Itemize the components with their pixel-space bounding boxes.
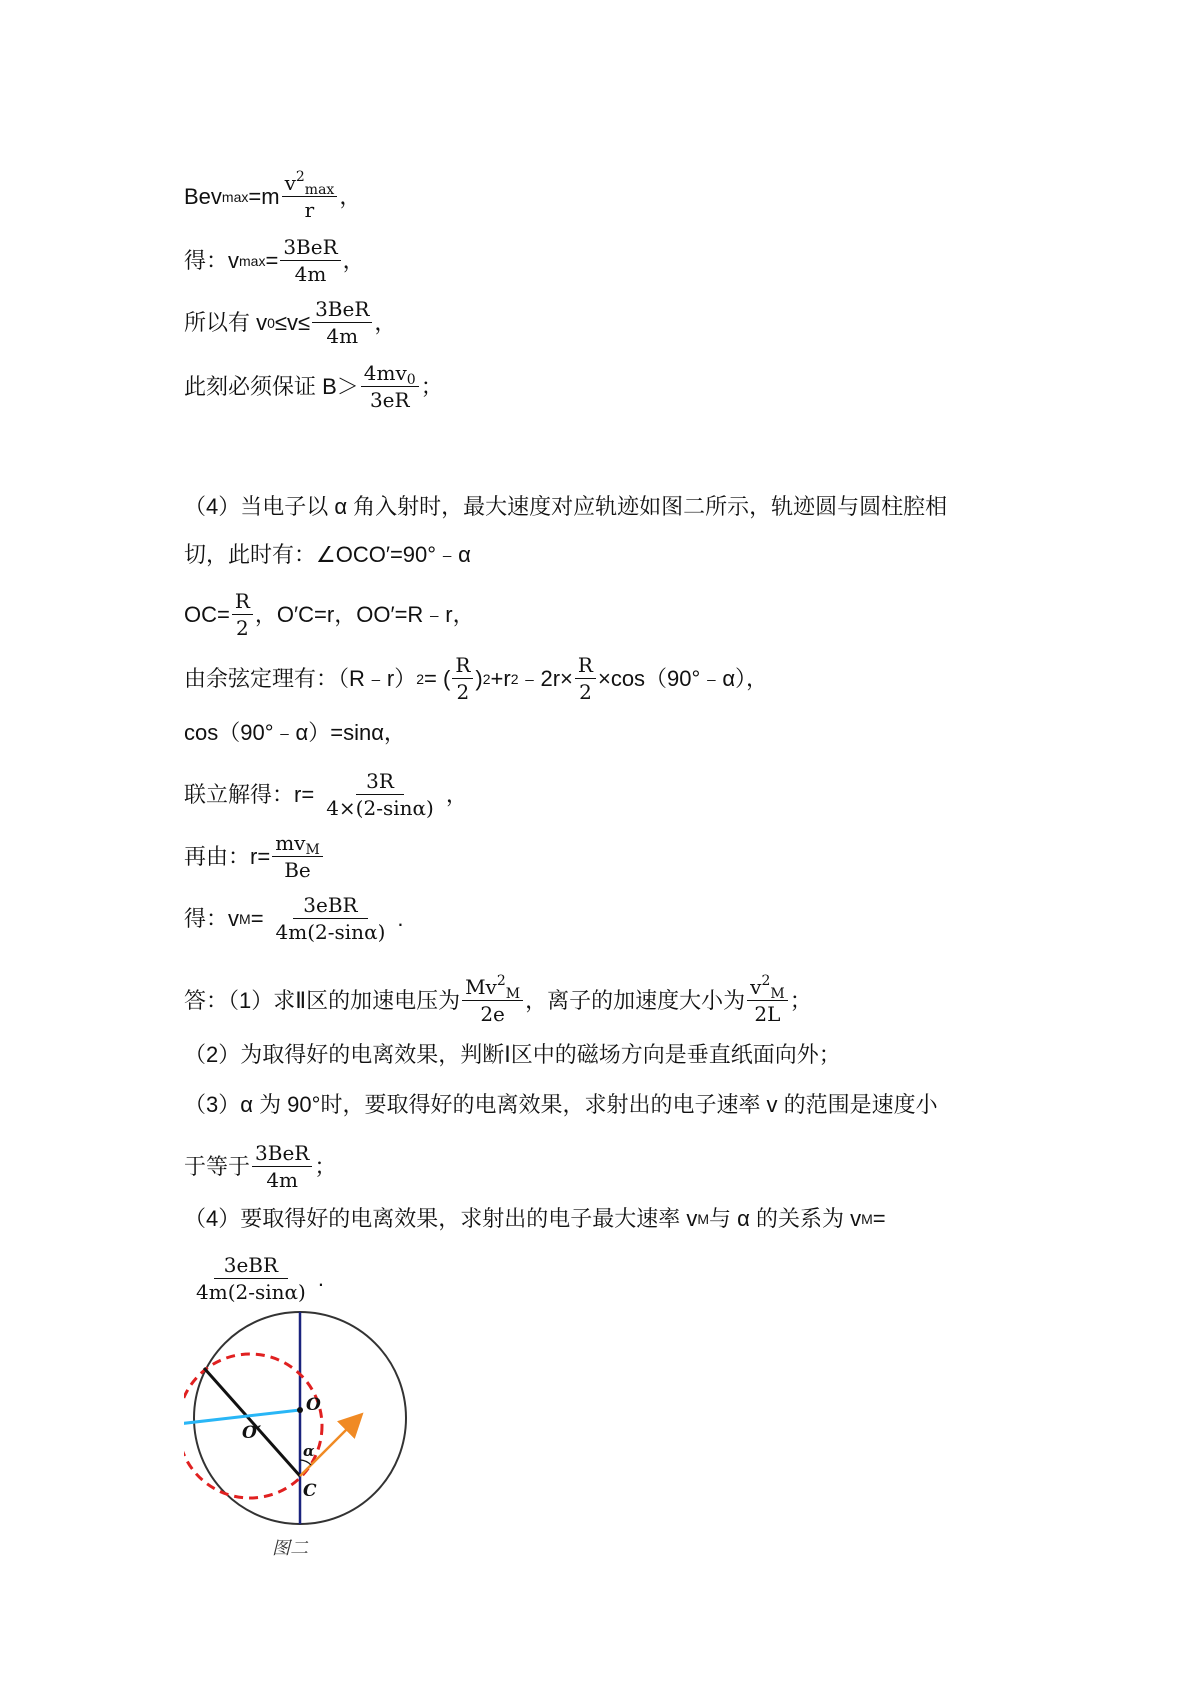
text: ，O′C=r，OO′=R﹣r，: [254, 601, 475, 627]
fraction: [575, 652, 596, 705]
denominator: 4m: [326, 324, 359, 348]
text: =m: [248, 183, 280, 209]
radius-line: [204, 1368, 300, 1476]
fraction: [266, 892, 396, 945]
denominator: 4m(2-sinα): [275, 920, 386, 944]
text: 于等于: [184, 1153, 251, 1179]
denominator: 3eR: [369, 388, 410, 412]
text: =: [250, 905, 264, 931]
eq-vmax-result: 得： v max = $\frac{\text{3BeR}}{4m}$ ，: [184, 235, 365, 286]
text: =: [872, 1206, 886, 1231]
numerator: $mv_M$: [272, 830, 323, 857]
text: 再由：r=: [184, 843, 271, 869]
text: ；: [420, 373, 443, 399]
fraction: [252, 1140, 312, 1193]
fraction: [186, 1252, 316, 1305]
denominator: 2L: [754, 1002, 781, 1026]
fraction: [361, 360, 419, 413]
numerator: 3eBR: [214, 1252, 288, 1279]
answer-2: [184, 1040, 1040, 1070]
text: 所以有 v: [184, 309, 268, 335]
figure-2: [184, 1310, 424, 1560]
text: ；: [314, 1153, 337, 1179]
label-o-prime: O′: [242, 1423, 262, 1443]
eq-bev-max: Bev max =m $\frac{v^2_{max}}{r}$ ，: [184, 169, 362, 222]
numerator: R: [452, 652, 473, 679]
text: （3）α 为 90°时，要取得好的电离效果，求射出的电子速率 v 的范围是速度小: [184, 1092, 938, 1117]
text: （2）为取得好的电离效果，判断Ⅰ区中的磁场方向是垂直纸面向外；: [184, 1042, 841, 1067]
paragraph-4-line-2: [184, 540, 1040, 570]
text: v: [228, 247, 240, 273]
numerator: $v^2_M$: [747, 974, 788, 1001]
numerator: 3BeR: [280, 234, 340, 261]
fraction: [747, 974, 788, 1027]
denominator: 2e: [480, 1002, 505, 1026]
fraction: [272, 830, 323, 883]
text: ，: [374, 309, 397, 335]
denominator: 4m: [294, 262, 327, 286]
answer-4-line-2: [184, 1252, 1040, 1305]
denominator: 2: [456, 680, 470, 704]
text: Bev: [184, 183, 222, 209]
figure-2-diagram: [184, 1310, 424, 1560]
text: 切，此时有：∠OCO′=90°﹣α: [184, 542, 471, 567]
text: ): [475, 665, 483, 691]
fraction: [462, 974, 523, 1027]
fraction: [452, 652, 473, 705]
paragraph-4-line-1: [184, 492, 1040, 522]
numerator: R: [575, 652, 596, 679]
eq-r-solution: [184, 768, 1040, 821]
denominator: 4m: [266, 1168, 299, 1192]
fraction: [282, 170, 338, 223]
answer-4-line-1: （4）要取得好的电离效果，求射出的电子最大速率 v M 与 α 的关系为 v M =: [184, 1204, 1040, 1234]
eq-oc-lengths: [184, 588, 1040, 641]
text: .: [397, 905, 404, 931]
numerator: 3BeR: [252, 1140, 312, 1167]
eq-cos-sin: [184, 718, 1040, 748]
numerator: 3eBR: [293, 892, 367, 919]
text: OC=: [184, 601, 230, 627]
denominator: 4×(2-sinα): [326, 796, 434, 820]
text: ，离子的加速度大小为: [525, 987, 746, 1013]
text: ，: [342, 247, 365, 273]
answer-1: [184, 974, 1040, 1027]
text: 得：v: [184, 905, 240, 931]
angle-arc: [300, 1460, 311, 1465]
fraction: [312, 296, 372, 349]
answer-3-line-2: [184, 1140, 1040, 1193]
numerator: $v^2_{max}$: [282, 170, 338, 197]
answer-3-line-1: [184, 1090, 1040, 1120]
text: =: [265, 247, 279, 273]
eq-vm-result: 得：v M = $\frac{\text{3eBR}}{4m(2-\sin\alpha)}$ .: [184, 893, 404, 944]
numerator: 3BeR: [312, 296, 372, 323]
text: （4）要取得好的电离效果，求射出的电子最大速率 v: [184, 1206, 698, 1231]
text: .: [317, 1265, 324, 1291]
eq-v-range: 所以有 v 0 ≤v≤ $\frac{\text{3BeR}}{4m}$ ，: [184, 297, 397, 348]
text: 联立解得：r=: [184, 781, 315, 807]
label-alpha: α: [303, 1442, 315, 1460]
eq-r-momentum: [184, 830, 1040, 883]
figure-caption: 图二: [272, 1538, 308, 1559]
text: ，: [339, 183, 362, 209]
text: ﹣2r×: [518, 665, 573, 691]
fraction: [280, 234, 340, 287]
fraction: [232, 588, 253, 641]
text: ≤v≤: [274, 309, 311, 335]
text: ；: [789, 987, 812, 1013]
text: +r: [490, 665, 511, 691]
denominator: Be: [284, 858, 311, 882]
numerator: 3R: [356, 768, 404, 795]
label-o: O: [306, 1395, 321, 1415]
text: 得：: [184, 247, 229, 273]
center-point: [297, 1407, 303, 1413]
denominator: r: [304, 198, 315, 222]
fraction: [316, 768, 444, 821]
text: = (: [424, 665, 451, 691]
denominator: 2: [236, 616, 249, 640]
eq-cosine-law: 由余弦定理有：（R﹣r） 2 = ( $\frac{R}{2}$ ) 2 +r 2 ﹣2r× $\frac{R}{2}$ ×cos（90°﹣α），: [184, 653, 769, 704]
denominator: 4m(2-sinα): [196, 1280, 306, 1304]
text: 此刻必须保证 B＞: [184, 373, 359, 399]
numerator: R: [232, 588, 253, 615]
text: 与 α 的关系为 v: [709, 1206, 862, 1231]
text: cos（90°﹣α）=sinα，: [184, 720, 406, 745]
text: 由余弦定理有：（R﹣r）: [184, 665, 417, 691]
text: ，: [445, 781, 468, 807]
text: （4）当电子以 α 角入射时，最大速度对应轨迹如图二所示，轨迹圆与圆柱腔相: [184, 494, 948, 519]
numerator: $4mv_0$: [361, 360, 419, 387]
text: 答：（1）求Ⅱ区的加速电压为: [184, 987, 461, 1013]
label-c: C: [303, 1481, 317, 1501]
numerator: $Mv^2_M$: [462, 974, 523, 1001]
eq-b-condition: [184, 360, 1040, 413]
text: ×cos（90°﹣α），: [597, 665, 769, 691]
denominator: 2: [579, 680, 592, 704]
